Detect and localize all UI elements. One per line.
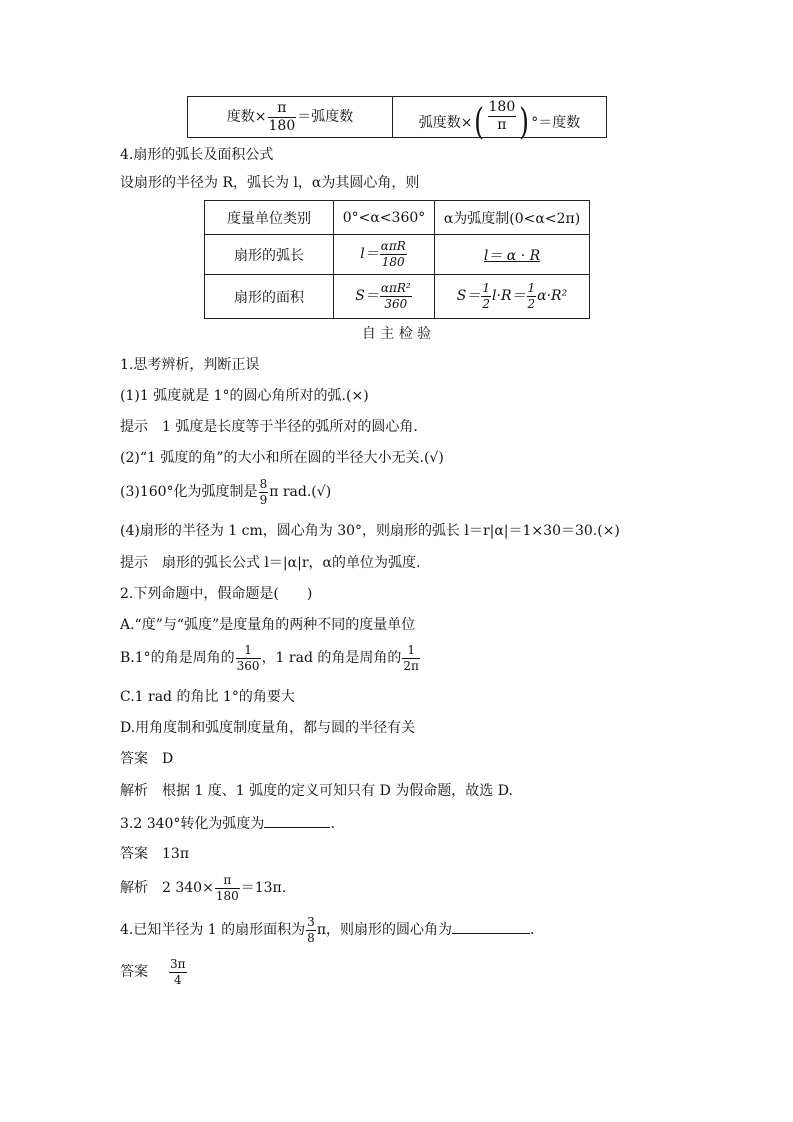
q2-title: 2.下列命题中，假命题是( ) bbox=[120, 586, 313, 602]
row-area-label: 扇形的面积 bbox=[205, 275, 334, 319]
q1-statement-2: (2)“1 弧度的角”的大小和所在圆的半径大小无关.(√) bbox=[120, 450, 444, 466]
degree-to-radian-cell bbox=[188, 97, 393, 138]
q4-answer-fraction bbox=[169, 958, 187, 986]
q1-statement-3 bbox=[120, 478, 331, 506]
header-degree: 0°<α<360° bbox=[334, 201, 435, 235]
section4-heading: 4.扇形的弧长及面积公式 bbox=[120, 147, 274, 163]
q4-title bbox=[120, 916, 534, 944]
area-rad-fraction2 bbox=[527, 282, 537, 310]
area-deg-fraction bbox=[380, 282, 412, 310]
area-rad-tail: α·R² bbox=[537, 288, 568, 305]
q2-option-a: A.“度”与“弧度”是度量角的两种不同的度量单位 bbox=[120, 617, 416, 633]
q2-b-num2: 1 bbox=[402, 644, 420, 659]
section4-intro: 设扇形的半径为 R，弧长为 l，α为其圆心角，则 bbox=[120, 175, 420, 191]
q2-b-mid: ，1 rad 的角是周角的 bbox=[261, 650, 402, 667]
q3-title-end: . bbox=[330, 816, 335, 832]
area-degree-formula bbox=[334, 275, 435, 319]
header-unit-type: 度量单位类别 bbox=[205, 201, 334, 235]
area-deg-prefix: S＝ bbox=[355, 288, 379, 305]
area-rad-num1: 1 bbox=[482, 281, 491, 296]
q3-answer-blank bbox=[264, 815, 330, 828]
formula-table bbox=[204, 200, 590, 319]
q2-option-b bbox=[120, 644, 421, 672]
q1-s3-den: 9 bbox=[259, 492, 268, 507]
self-check-title: 自 主 检 验 bbox=[361, 326, 432, 342]
q4-answer-den: 4 bbox=[173, 972, 182, 987]
conv-right-prefix: 弧度数× bbox=[418, 115, 473, 131]
q1-s3-fraction bbox=[259, 478, 269, 506]
q3-analysis bbox=[120, 874, 286, 902]
q2-option-d: D.用角度制和弧度制度量角，都与圆的半径有关 bbox=[120, 720, 416, 736]
area-deg-num: απR² bbox=[380, 281, 411, 296]
q1-hint-1: 提示 1 弧度是长度等于半径的弧所对的圆心角. bbox=[120, 419, 418, 435]
area-rad-prefix: S＝ bbox=[456, 288, 481, 305]
q4-answer-num: 3π bbox=[170, 957, 186, 971]
arc-length-radian-formula bbox=[435, 235, 590, 275]
row-arc-length-label: 扇形的弧长 bbox=[205, 235, 334, 275]
arc-deg-den: 180 bbox=[381, 255, 405, 269]
conv-right-fraction bbox=[488, 100, 517, 132]
q2-b-num1: 1 bbox=[236, 644, 261, 659]
area-rad-den1: 2 bbox=[482, 297, 491, 311]
q3-analysis-prefix: 解析 2 340× bbox=[120, 880, 214, 897]
conversion-table bbox=[187, 96, 607, 143]
q4-answer bbox=[120, 958, 188, 986]
arc-rad-text: l＝ α · R bbox=[483, 247, 541, 264]
conv-left-den: 180 bbox=[268, 117, 296, 134]
arc-deg-prefix: l＝ bbox=[360, 246, 379, 263]
arc-length-degree-formula bbox=[334, 235, 435, 275]
q2-b-fraction2 bbox=[402, 644, 420, 672]
q1-hint-4: 提示 扇形的弧长公式 l＝|α|r，α的单位为弧度. bbox=[120, 555, 421, 571]
q2-analysis: 解析 根据 1 度、1 弧度的定义可知只有 D 为假命题，故选 D. bbox=[120, 783, 513, 799]
area-deg-den: 360 bbox=[384, 297, 408, 311]
area-radian-formula bbox=[435, 275, 590, 319]
q1-s3-suffix: π rad.(√) bbox=[269, 484, 332, 501]
q2-b-den1: 360 bbox=[236, 658, 260, 673]
arc-deg-fraction bbox=[380, 240, 407, 268]
right-paren-icon: ) bbox=[519, 102, 530, 143]
q3-analysis-num: π bbox=[215, 874, 240, 889]
q4-title-end: . bbox=[530, 922, 535, 939]
area-rad-den2: 2 bbox=[527, 297, 536, 311]
q1-title: 1.思考辨析，判断正误 bbox=[120, 357, 260, 373]
conv-left-suffix: ＝弧度数 bbox=[297, 109, 354, 125]
area-rad-mid: l·R＝ bbox=[492, 288, 526, 305]
q4-answer-blank bbox=[452, 921, 530, 934]
q2-b-den2: 2π bbox=[403, 658, 419, 673]
q3-title-text: 3.2 340°转化为弧度为 bbox=[120, 816, 265, 832]
q1-s3-num: 8 bbox=[259, 477, 268, 491]
q4-title-num: 3 bbox=[307, 915, 315, 929]
q3-analysis-fraction bbox=[215, 874, 240, 902]
area-rad-num2: 1 bbox=[527, 281, 536, 296]
area-rad-fraction1 bbox=[481, 282, 491, 310]
q4-title-den: 8 bbox=[307, 930, 315, 945]
conv-right-suffix: °＝度数 bbox=[531, 115, 581, 131]
conv-left-fraction bbox=[268, 101, 297, 133]
conv-left-num: π bbox=[268, 101, 297, 118]
q3-analysis-suffix: ＝13π. bbox=[240, 880, 287, 897]
q1-statement-4: (4)扇形的半径为 1 cm，圆心角为 30°，则扇形的弧长 l＝r|α|＝1×30＝30.(×) bbox=[120, 523, 620, 539]
q3-answer: 答案 13π bbox=[120, 846, 190, 862]
conv-right-den: π bbox=[497, 116, 507, 133]
left-paren-icon: ( bbox=[474, 102, 485, 143]
q4-title-fraction bbox=[306, 916, 316, 944]
q2-b-prefix: B.1°的角是周角的 bbox=[120, 650, 235, 667]
arc-deg-num: απR bbox=[380, 239, 406, 254]
q1-s3-prefix: (3)160°化为弧度制是 bbox=[120, 484, 258, 501]
conv-left-prefix: 度数× bbox=[226, 109, 267, 125]
radian-to-degree-cell bbox=[393, 97, 607, 143]
q2-option-c: C.1 rad 的角比 1°的角要大 bbox=[120, 689, 295, 705]
q1-statement-1: (1)1 弧度就是 1°的圆心角所对的弧.(×) bbox=[120, 388, 369, 404]
q4-title-suffix: π，则扇形的圆心角为 bbox=[316, 922, 453, 939]
q2-answer: 答案 D bbox=[120, 751, 174, 767]
q4-title-prefix: 4.已知半径为 1 的扇形面积为 bbox=[120, 922, 306, 939]
q4-answer-label: 答案 bbox=[120, 964, 148, 981]
q3-analysis-den: 180 bbox=[215, 888, 239, 903]
header-radian: α为弧度制(0<α<2π) bbox=[435, 201, 590, 235]
q3-title bbox=[120, 815, 335, 831]
q2-b-fraction1 bbox=[236, 644, 261, 672]
conv-right-num: 180 bbox=[488, 98, 516, 115]
